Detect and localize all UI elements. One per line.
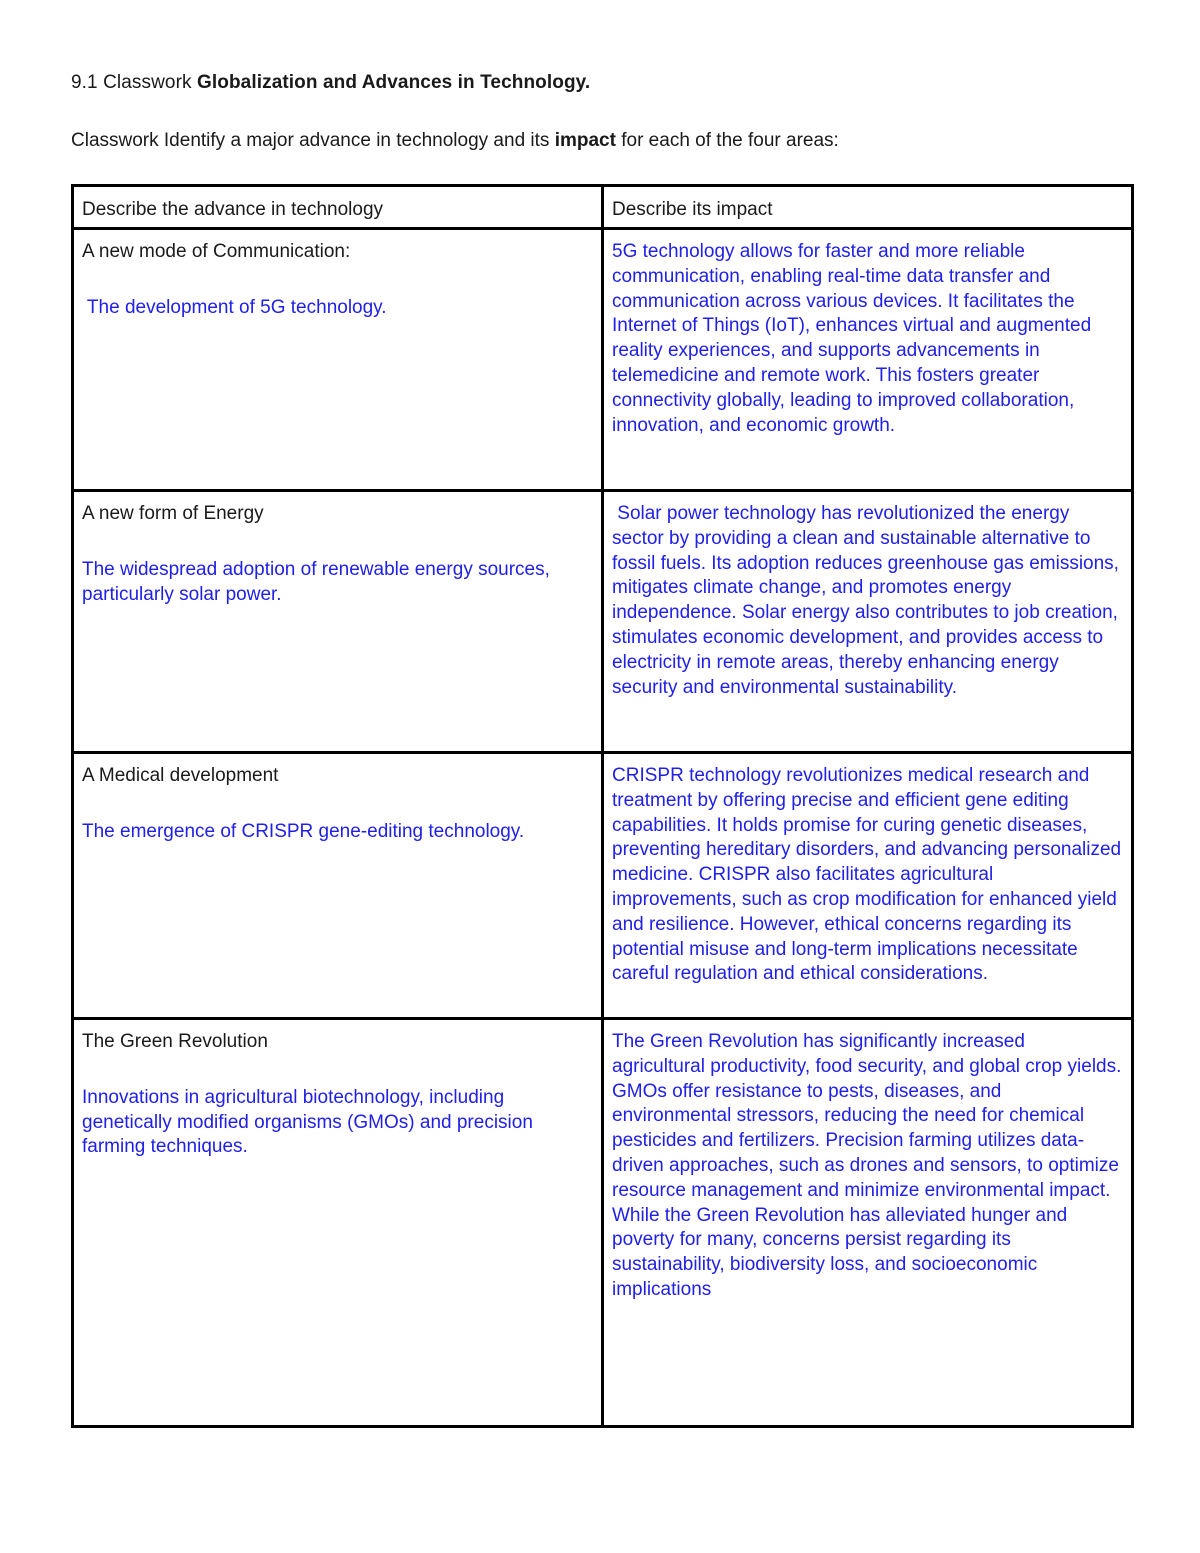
instruction-after: for each of the four areas: [621,130,839,151]
impact-cell [603,229,1133,491]
advance-cell [73,1019,603,1427]
impact-cell [603,753,1133,1019]
category-label: A new form of Energy [82,503,264,524]
category-label: A Medical development [82,765,279,786]
advance-answer: The development of 5G technology. [82,296,387,318]
table-header-row [73,186,1133,229]
advance-cell [73,491,603,753]
table-row [73,753,1133,1019]
page-title [71,72,590,94]
worksheet-table [71,184,1134,1428]
advance-cell [73,229,603,491]
impact-answer: Solar power technology has revolutionized the energy sector by providing a clean and sustainable alternative to fossil fuels. Its adoption reduces greenhouse gas emissions, mitigates climate change, and promotes energy independence. Solar energy also contributes to job creation, stimulates economic development, and provides access to electricity in remote areas, thereby enhancing energy security and environmental sustainability. [612,503,1125,698]
instruction-bold: impact [554,130,616,151]
table-row [73,229,1133,491]
table-row [73,491,1133,753]
advance-answer: The widespread adoption of renewable energy sources, particularly solar power. [82,558,550,605]
category-label: A new mode of Communication: [82,241,351,262]
title-bold: Globalization and Advances in Technology. [197,72,591,93]
impact-answer: The Green Revolution has significantly increased agricultural productivity, food security, and global crop yields. GMOs offer resistance to pests, diseases, and environmental stressors, reducing the need for chemical pesticides and fertilizers. Precision farming utilizes data-driven approaches, such as drones and sensors, to optimize resource management and minimize environmental impact. While the Green Revolution has alleviated hunger and poverty for many, concerns persist regarding its sustainability, biodiversity loss, and socioeconomic implications [612,1031,1122,1300]
table-row [73,1019,1133,1427]
title-prefix: 9.1 Classwork [71,72,192,93]
impact-answer: CRISPR technology revolutionizes medical research and treatment by offering precise and efficient gene editing capabilities. It holds promise for curing genetic diseases, preventing hereditary disorders, and advancing personalized medicine. CRISPR also facilitates agricultural improvements, such as crop modification for enhanced yield and resilience. However, ethical concerns regarding its potential misuse and long-term implications necessitate careful regulation and ethical considerations. [612,765,1122,985]
header-cell-impact: Describe its impact [603,186,1133,229]
impact-cell [603,1019,1133,1427]
instruction-before: Classwork Identify a major advance in technology and its [71,130,550,151]
advance-cell [73,753,603,1019]
impact-cell [603,491,1133,753]
category-label: The Green Revolution [82,1031,268,1052]
advance-answer: Innovations in agricultural biotechnology, including genetically modified organisms (GMOs) and precision farming techniques. [82,1086,533,1158]
advance-answer: The emergence of CRISPR gene-editing technology. [82,820,525,842]
instruction-text [71,130,839,152]
header-cell-advance: Describe the advance in technology [73,186,603,229]
impact-answer: 5G technology allows for faster and more reliable communication, enabling real-time data transfer and communication across various devices. It facilitates the Internet of Things (IoT), enhances virtual and augmented reality experiences, and supports advancements in telemedicine and remote work. This fosters greater connectivity globally, leading to improved collaboration, innovation, and economic growth. [612,241,1092,436]
